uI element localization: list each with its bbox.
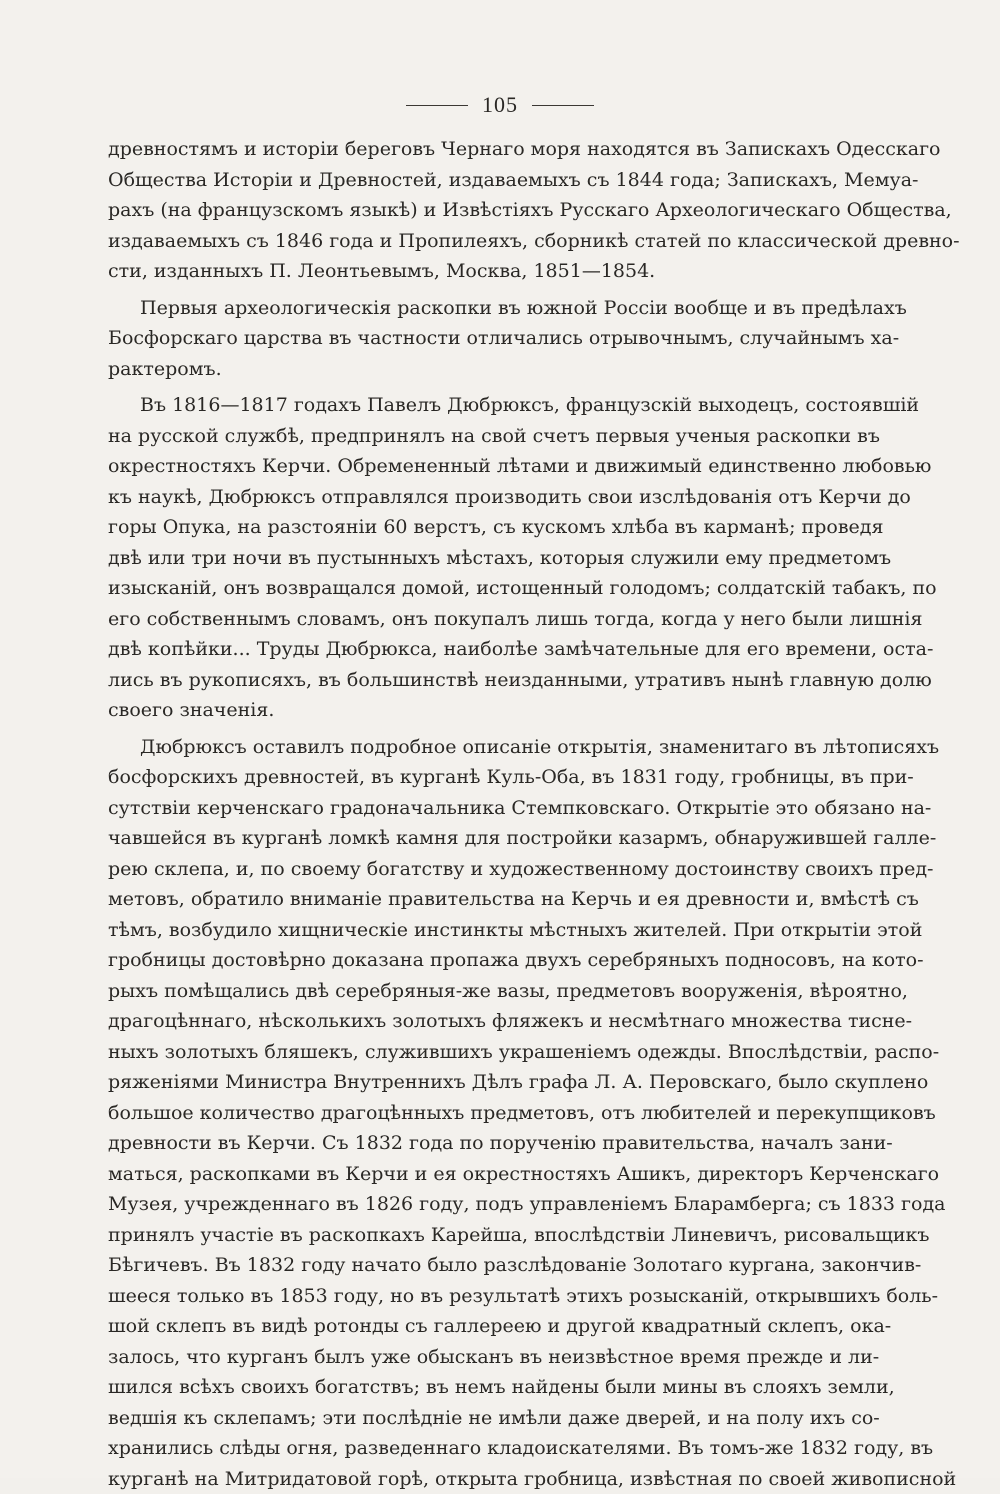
text-line: шился всѣхъ своихъ богатствъ; въ немъ найдены были мины въ слояхъ земли, (108, 1372, 852, 1403)
text-line: двѣ или три ночи въ пустынныхъ мѣстахъ, которыя служили ему предметомъ (108, 543, 852, 574)
body-text (108, 134, 852, 1494)
text-line: Босфорскаго царства въ частности отличались отрывочнымъ, случайнымъ ха- (108, 323, 852, 354)
text-line: рактеромъ. (108, 354, 852, 385)
text-line: залось, что курганъ былъ уже обысканъ въ неизвѣстное время прежде и ли- (108, 1342, 852, 1373)
paragraph (108, 390, 852, 726)
text-line: на русской службѣ, предпринялъ на свой счетъ первыя ученыя раскопки въ (108, 421, 852, 452)
text-line: Музея, учрежденнаго въ 1826 году, подъ управленіемъ Бларамберга; съ 1833 года (108, 1189, 852, 1220)
text-line: хранились слѣды огня, разведеннаго кладоискателями. Въ томъ-же 1832 году, въ (108, 1433, 852, 1464)
text-line: гробницы достовѣрно доказана пропажа двухъ серебряныхъ подносовъ, на кото- (108, 945, 852, 976)
text-line: окрестностяхъ Керчи. Обремененный лѣтами и движимый единственно любовью (108, 451, 852, 482)
text-line: лись въ рукописяхъ, въ большинствѣ неизданными, утративъ нынѣ главную долю (108, 665, 852, 696)
text-line: большое количество драгоцѣнныхъ предметовъ, отъ любителей и перекупщиковъ (108, 1098, 852, 1129)
text-line: Дюбрюксъ оставилъ подробное описаніе открытія, знаменитаго въ лѣтописяхъ (108, 732, 852, 763)
header-rule-left (406, 105, 468, 106)
text-line: тѣмъ, возбудило хищническіе инстинкты мѣстныхъ жителей. При открытіи этой (108, 915, 852, 946)
page-header (0, 92, 1000, 118)
text-line: Бѣгичевъ. Въ 1832 году начато было разслѣдованіе Золотаго кургана, закончив- (108, 1250, 852, 1281)
text-line: рахъ (на французскомъ языкѣ) и Извѣстіяхъ Русскаго Археологическаго Общества, (108, 195, 852, 226)
text-line: издаваемыхъ съ 1846 года и Пропилеяхъ, сборникѣ статей по классической древно- (108, 226, 852, 257)
text-line: рыхъ помѣщались двѣ серебряныя-же вазы, предметовъ вооруженія, вѣроятно, (108, 976, 852, 1007)
paragraph (108, 134, 852, 287)
text-line: сти, изданныхъ П. Леонтьевымъ, Москва, 1851—1854. (108, 256, 852, 287)
text-line: его собственнымъ словамъ, онъ покупалъ лишь тогда, когда у него были лишнія (108, 604, 852, 635)
text-line: метовъ, обратило вниманіе правительства на Керчь и ея древности и, вмѣстѣ съ (108, 884, 852, 915)
page-number: 105 (482, 92, 518, 118)
text-line: Въ 1816—1817 годахъ Павелъ Дюбрюксъ, французскій выходецъ, состоявшій (108, 390, 852, 421)
text-line: шой склепъ въ видѣ ротонды съ галлереею и другой квадратный склепъ, ока- (108, 1311, 852, 1342)
text-line: своего значенія. (108, 695, 852, 726)
text-line: шееся только въ 1853 году, но въ результатѣ этихъ розысканій, открывшихъ боль- (108, 1281, 852, 1312)
text-line: изысканій, онъ возвращался домой, истощенный голодомъ; солдатскій табакъ, по (108, 573, 852, 604)
text-line: маться, раскопками въ Керчи и ея окрестностяхъ Ашикъ, директоръ Керченскаго (108, 1159, 852, 1190)
text-line: ныхъ золотыхъ бляшекъ, служившихъ украшеніемъ одежды. Впослѣдствіи, распо- (108, 1037, 852, 1068)
paragraph (108, 732, 852, 1494)
text-line: чавшейся въ курганѣ ломкѣ камня для постройки казармъ, обнаружившей галле- (108, 823, 852, 854)
text-line: босфорскихъ древностей, въ курганѣ Куль-Оба, въ 1831 году, гробницы, въ при- (108, 762, 852, 793)
text-line: Общества Исторіи и Древностей, издаваемыхъ съ 1844 года; Запискахъ, Мемуа- (108, 165, 852, 196)
text-line: рею склепа, и, по своему богатству и художественному достоинству своихъ пред- (108, 854, 852, 885)
text-line: горы Опука, на разстояніи 60 верстъ, съ кускомъ хлѣба въ карманѣ; проведя (108, 512, 852, 543)
text-line: древностямъ и исторіи береговъ Чернаго моря находятся въ Запискахъ Одесскаго (108, 134, 852, 165)
text-line: ряженіями Министра Внутреннихъ Дѣлъ графа Л. А. Перовскаго, было скуплено (108, 1067, 852, 1098)
text-line: ведшія къ склепамъ; эти послѣдніе не имѣли даже дверей, и на полу ихъ со- (108, 1403, 852, 1434)
text-line: древности въ Керчи. Съ 1832 года по порученію правительства, началъ зани- (108, 1128, 852, 1159)
text-line: курганѣ на Митридатовой горѣ, открыта гробница, извѣстная по своей живописной (108, 1464, 852, 1494)
text-line: Первыя археологическія раскопки въ южной Россіи вообще и въ предѣлахъ (108, 293, 852, 324)
text-line: двѣ копѣйки... Труды Дюбрюкса, наиболѣе замѣчательные для его времени, оста- (108, 634, 852, 665)
header-rule-right (532, 105, 594, 106)
text-line: къ наукѣ, Дюбрюксъ отправлялся производить свои изслѣдованія отъ Керчи до (108, 482, 852, 513)
text-line: сутствіи керченскаго градоначальника Стемпковскаго. Открытіе это обязано на- (108, 793, 852, 824)
text-line: драгоцѣннаго, нѣсколькихъ золотыхъ фляжекъ и несмѣтнаго множества тисне- (108, 1006, 852, 1037)
paragraph (108, 293, 852, 385)
text-line: принялъ участіе въ раскопкахъ Карейша, впослѣдствіи Линевичъ, рисовальщикъ (108, 1220, 852, 1251)
